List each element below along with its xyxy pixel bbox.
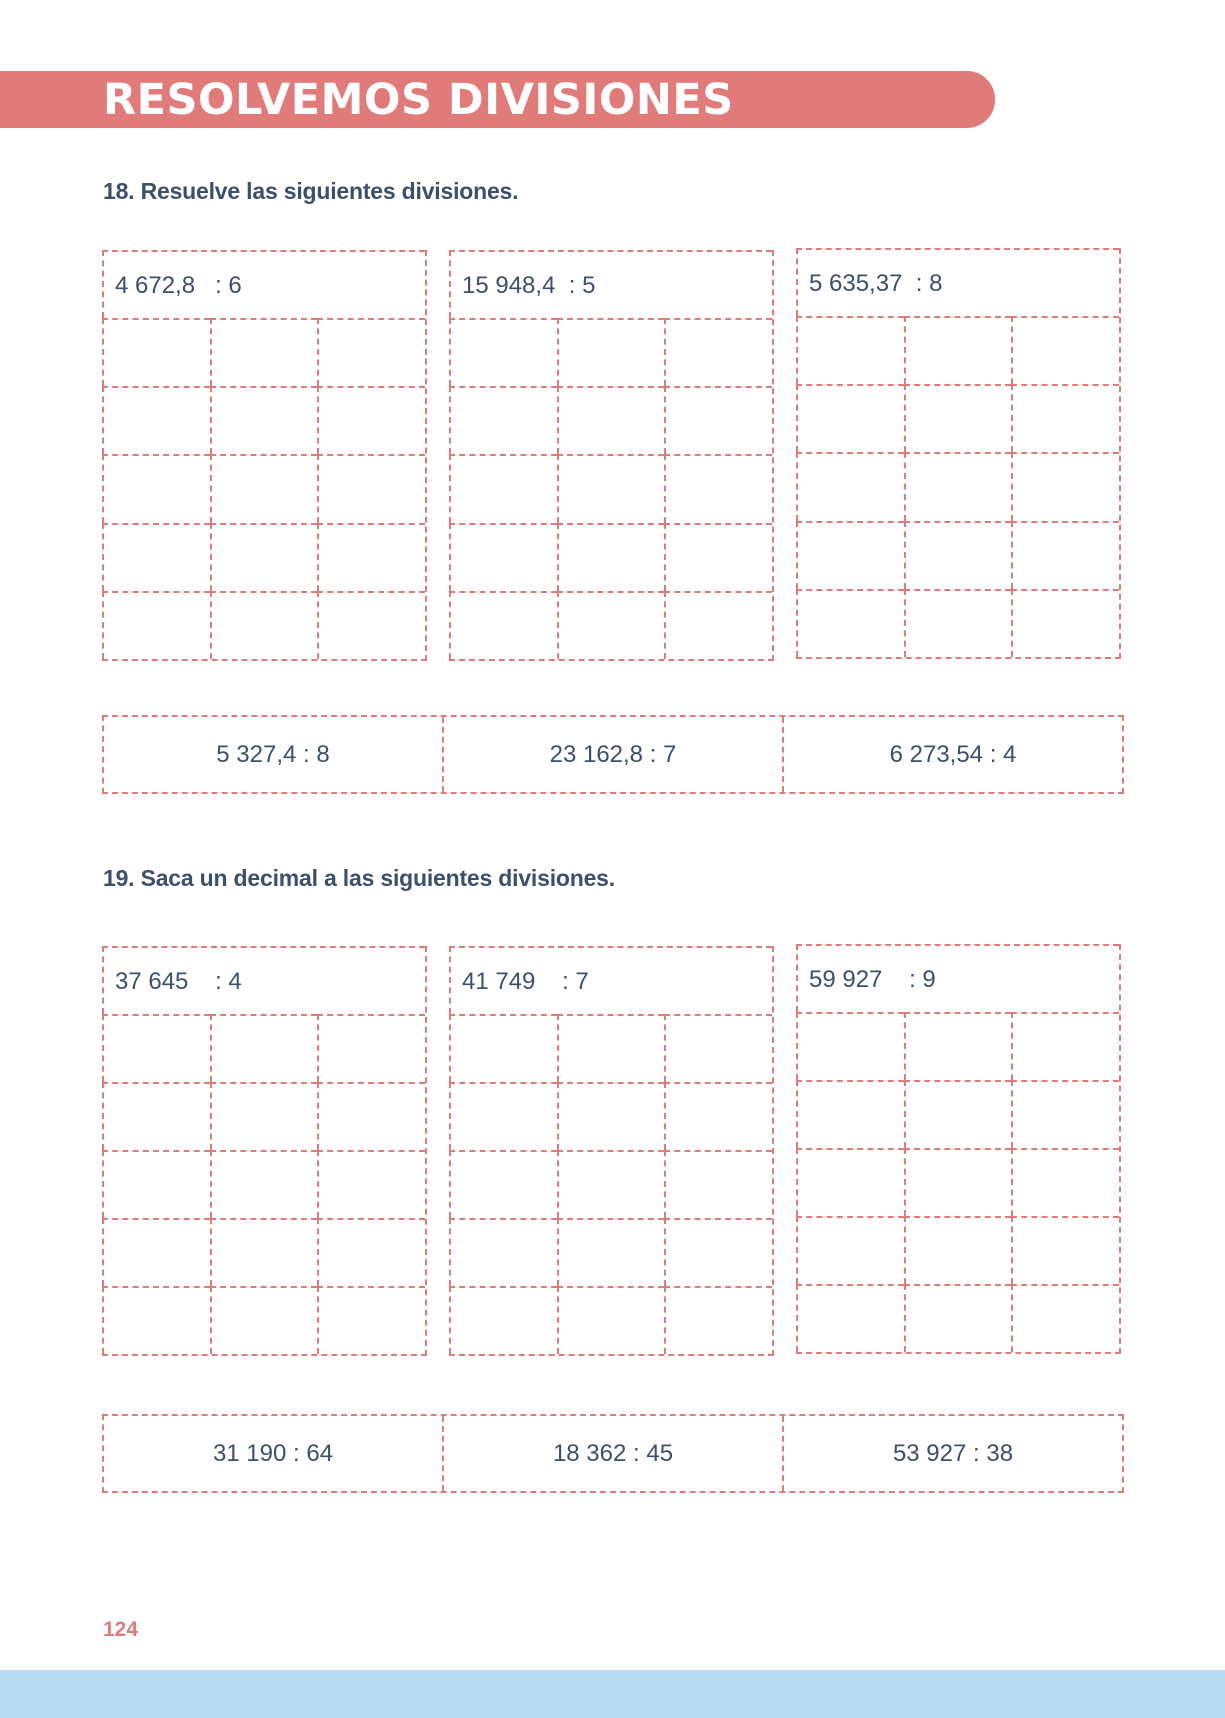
grid-cell[interactable]: [796, 1080, 904, 1148]
division-problem: 31 190 : 64: [212, 1439, 334, 1467]
grid-cell[interactable]: [664, 523, 772, 591]
grid-cell[interactable]: [102, 591, 210, 659]
grid-cell[interactable]: [664, 1286, 772, 1354]
grid-header: [796, 944, 1119, 1012]
division-problem: 59 927 : 9: [809, 966, 936, 993]
grid-cell[interactable]: [449, 1014, 557, 1082]
grid-cell[interactable]: [664, 1218, 772, 1286]
grid-cell[interactable]: [317, 1218, 425, 1286]
grid-cell[interactable]: [664, 1014, 772, 1082]
grid-cell[interactable]: [904, 1012, 1012, 1080]
grid-cell[interactable]: [210, 454, 318, 522]
grid-header: [449, 250, 772, 318]
grid-cell[interactable]: [664, 1150, 772, 1218]
grid-cell[interactable]: [1011, 589, 1119, 657]
grid-cell[interactable]: [664, 454, 772, 522]
division-problem: 18 362 : 45: [442, 1416, 782, 1491]
grid-cell[interactable]: [796, 316, 904, 384]
grid-cell[interactable]: [102, 318, 210, 386]
division-problem: 5 635,37 : 8: [809, 270, 943, 297]
grid-cell[interactable]: [1011, 452, 1119, 520]
grid-cell[interactable]: [557, 1150, 665, 1218]
grid-cell[interactable]: [904, 316, 1012, 384]
grid-cell[interactable]: [449, 523, 557, 591]
grid-cell[interactable]: [796, 1216, 904, 1284]
grid-cell[interactable]: [210, 1082, 318, 1150]
grid-cell[interactable]: [317, 454, 425, 522]
grid-cell[interactable]: [210, 523, 318, 591]
page-title: RESOLVEMOS DIVISIONES: [103, 75, 734, 125]
grid-cell[interactable]: [904, 1148, 1012, 1216]
grid-cell[interactable]: [102, 523, 210, 591]
division-problem: 15 948,4 : 5: [462, 272, 596, 299]
grid-cell[interactable]: [557, 591, 665, 659]
grid-cell[interactable]: [796, 384, 904, 452]
exercise-19-instruction: 19. Saca un decimal a las siguientes divisiones.: [103, 865, 615, 891]
grid-cell[interactable]: [904, 452, 1012, 520]
grid-cell[interactable]: [1011, 1216, 1119, 1284]
grid-cell[interactable]: [557, 1082, 665, 1150]
grid-cell[interactable]: [664, 318, 772, 386]
division-row-19: [102, 1414, 1124, 1493]
grid-cell[interactable]: [904, 521, 1012, 589]
grid-cell[interactable]: [557, 1286, 665, 1354]
grid-header: [449, 946, 772, 1014]
division-problem: 37 645 : 4: [115, 968, 242, 995]
grid-cell[interactable]: [796, 1284, 904, 1352]
page-number: 124: [103, 1618, 139, 1641]
grid-cell[interactable]: [557, 1014, 665, 1082]
grid-cell[interactable]: [449, 1150, 557, 1218]
grid-cell[interactable]: [796, 1012, 904, 1080]
grid-cell[interactable]: [210, 1286, 318, 1354]
grid-cell[interactable]: [1011, 1012, 1119, 1080]
grid-cell[interactable]: [449, 386, 557, 454]
grid-cell[interactable]: [102, 1150, 210, 1218]
grid-cell[interactable]: [102, 1082, 210, 1150]
division-problem: 5 327,4 : 8: [216, 740, 330, 768]
grid-cell[interactable]: [210, 318, 318, 386]
division-grid-19-3: [796, 944, 1121, 1354]
grid-cell[interactable]: [1011, 1148, 1119, 1216]
grid-cell[interactable]: [557, 318, 665, 386]
grid-cell[interactable]: [449, 318, 557, 386]
grid-cell[interactable]: [210, 1014, 318, 1082]
grid-cell[interactable]: [317, 1150, 425, 1218]
division-problem: 41 749 : 7: [462, 968, 589, 995]
exercise-18-instruction: 18. Resuelve las siguientes divisiones.: [103, 178, 519, 204]
grid-cell[interactable]: [102, 1218, 210, 1286]
grid-cell[interactable]: [1011, 316, 1119, 384]
grid-cell[interactable]: [904, 1284, 1012, 1352]
footer-band: [0, 1670, 1225, 1718]
division-problem: 6 273,54 : 4: [782, 717, 1122, 792]
grid-cell[interactable]: [796, 452, 904, 520]
grid-cell[interactable]: [317, 1286, 425, 1354]
division-grid-18-2: [449, 250, 774, 661]
division-grid-19-1: [102, 946, 427, 1356]
grid-cell[interactable]: [317, 1014, 425, 1082]
title-banner: [0, 71, 995, 128]
grid-cell[interactable]: [557, 386, 665, 454]
grid-cell[interactable]: [210, 1150, 318, 1218]
grid-cell[interactable]: [796, 589, 904, 657]
grid-cell[interactable]: [449, 1082, 557, 1150]
grid-cell[interactable]: [904, 589, 1012, 657]
grid-cell[interactable]: [317, 1082, 425, 1150]
grid-cell[interactable]: [1011, 384, 1119, 452]
grid-cell[interactable]: [904, 384, 1012, 452]
grid-cell[interactable]: [557, 523, 665, 591]
grid-cell[interactable]: [102, 386, 210, 454]
division-problem: 23 162,8 : 7: [442, 717, 782, 792]
grid-cell[interactable]: [557, 1218, 665, 1286]
division-grid-18-3: [796, 248, 1121, 659]
grid-cell[interactable]: [796, 521, 904, 589]
grid-cell[interactable]: [664, 1082, 772, 1150]
grid-cell[interactable]: [1011, 1080, 1119, 1148]
grid-cell[interactable]: [317, 386, 425, 454]
grid-cell[interactable]: [102, 454, 210, 522]
grid-cell[interactable]: [102, 1286, 210, 1354]
grid-cell[interactable]: [1011, 1284, 1119, 1352]
grid-cell[interactable]: [664, 591, 772, 659]
grid-cell[interactable]: [449, 1286, 557, 1354]
grid-cell[interactable]: [449, 591, 557, 659]
division-grid-18-1: [102, 250, 427, 661]
grid-cell[interactable]: [904, 1080, 1012, 1148]
grid-cell[interactable]: [210, 386, 318, 454]
grid-cell[interactable]: [449, 454, 557, 522]
grid-header: [102, 250, 425, 318]
division-problem: 4 672,8 : 6: [115, 272, 242, 299]
grid-cell[interactable]: [210, 1218, 318, 1286]
division-problem: 53 927 : 38: [782, 1416, 1122, 1491]
grid-cell[interactable]: [317, 523, 425, 591]
grid-cell[interactable]: [557, 454, 665, 522]
grid-cell[interactable]: [796, 1148, 904, 1216]
grid-cell[interactable]: [1011, 521, 1119, 589]
grid-cell[interactable]: [210, 591, 318, 659]
grid-cell[interactable]: [904, 1216, 1012, 1284]
grid-cell[interactable]: [664, 386, 772, 454]
grid-cell[interactable]: [449, 1218, 557, 1286]
grid-cell[interactable]: [317, 591, 425, 659]
division-row-18: [102, 715, 1124, 794]
grid-cell[interactable]: [317, 318, 425, 386]
division-grid-19-2: [449, 946, 774, 1356]
grid-header: [796, 248, 1119, 316]
grid-header: [102, 946, 425, 1014]
grid-cell[interactable]: [102, 1014, 210, 1082]
